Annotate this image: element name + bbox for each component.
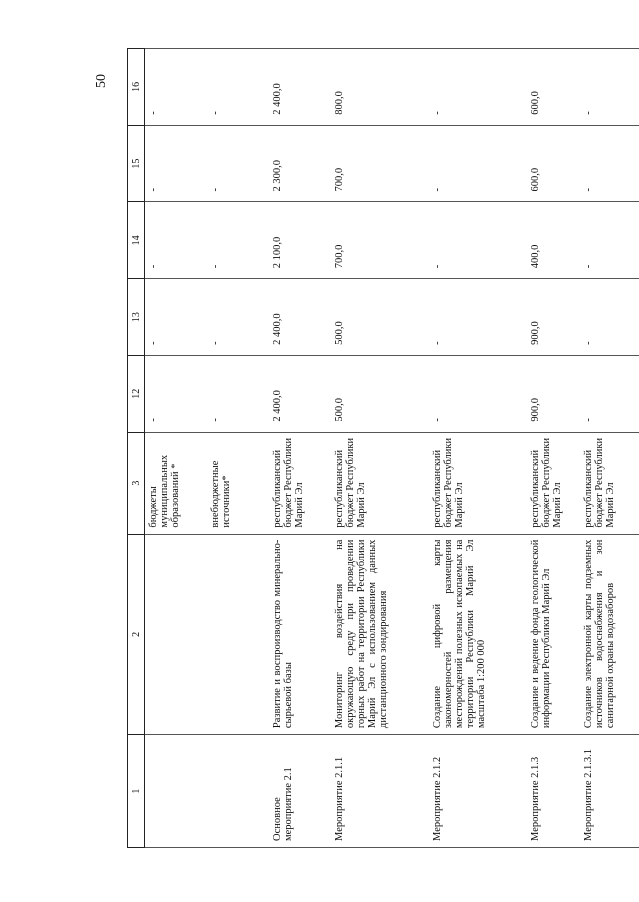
- value-cell: -: [207, 355, 269, 432]
- row-code: Мероприятие 2.1.3.1: [580, 735, 639, 848]
- column-header: 15: [128, 125, 145, 202]
- row-code: [207, 735, 269, 848]
- row-source: республиканский бюджет Республики Марий Эл: [580, 432, 639, 534]
- value-cell: -: [429, 125, 527, 202]
- value-cell: -: [207, 49, 269, 126]
- source-municipal: бюджеты муниципальных образований *: [148, 454, 181, 528]
- table-row: [429, 49, 527, 848]
- value-cell: -: [580, 125, 639, 202]
- value-cell: -: [429, 202, 527, 279]
- table-row: [331, 49, 429, 848]
- table-row: [527, 49, 580, 848]
- row-description: Создание цифровой карты закономерностей размещения месторождений полезных ископаемых на территории Республики Марий Эл масштаба 1:200 000: [429, 534, 527, 735]
- value-cell: -: [145, 49, 208, 126]
- row-code: Мероприятие 2.1.2: [429, 735, 527, 848]
- value-cell: -: [145, 279, 208, 356]
- value-cell: 800,0: [331, 49, 429, 126]
- value-cell: 400,0: [527, 202, 580, 279]
- value-cell: 700,0: [331, 202, 429, 279]
- value-cell: -: [207, 279, 269, 356]
- column-header: 1: [128, 735, 145, 848]
- value-cell: 900,0: [527, 279, 580, 356]
- row-source: республиканский бюджет Республики Марий Эл: [269, 432, 331, 534]
- column-header: 3: [128, 432, 145, 534]
- column-header: 14: [128, 202, 145, 279]
- value-cell: -: [580, 49, 639, 126]
- row-source: республиканский бюджет Республики Марий Эл: [331, 432, 429, 534]
- value-cell: 500,0: [331, 279, 429, 356]
- value-cell: 2 400,0: [269, 49, 331, 126]
- value-cell: 600,0: [527, 125, 580, 202]
- row-description: Мониторинг воздействия на окружающую среду при проведении горных работ на территории Республики Марий Эл с использованием данных дистанционного зондирования: [331, 534, 429, 735]
- value-cell: -: [580, 279, 639, 356]
- value-cell: 2 400,0: [269, 355, 331, 432]
- row-source: [145, 432, 208, 534]
- row-description: Создание электронной карты подземных источников водоснабжения и зон санитарной охраны водозаборов: [580, 534, 639, 735]
- page-number: 50: [94, 74, 109, 88]
- value-cell: -: [580, 202, 639, 279]
- row-description: Развитие и воспроизводство минерально-сырьевой базы: [269, 534, 331, 735]
- table-row: [580, 49, 639, 848]
- row-code: [145, 735, 208, 848]
- financing-table: [127, 48, 639, 848]
- rotated-table-container: [127, 48, 616, 848]
- value-cell: -: [207, 125, 269, 202]
- header-row: [128, 49, 145, 848]
- row-source: [207, 432, 269, 534]
- value-cell: -: [429, 355, 527, 432]
- value-cell: 500,0: [331, 355, 429, 432]
- row-description: [145, 534, 208, 735]
- value-cell: 700,0: [331, 125, 429, 202]
- source-extrabudget: внебюджетные источники*: [210, 460, 232, 528]
- value-cell: 900,0: [527, 355, 580, 432]
- table-row: [269, 49, 331, 848]
- column-header: 2: [128, 534, 145, 735]
- value-cell: 2 400,0: [269, 279, 331, 356]
- row-description: Создание и ведение фонда геологической информации Республики Марий Эл: [527, 534, 580, 735]
- value-cell: 2 300,0: [269, 125, 331, 202]
- value-cell: -: [429, 279, 527, 356]
- row-code: Мероприятие 2.1.1: [331, 735, 429, 848]
- table-row: [207, 49, 269, 848]
- column-header: 13: [128, 279, 145, 356]
- column-header: 16: [128, 49, 145, 126]
- value-cell: 2 100,0: [269, 202, 331, 279]
- row-description: [207, 534, 269, 735]
- column-header: 12: [128, 355, 145, 432]
- row-source: республиканский бюджет Республики Марий Эл: [527, 432, 580, 534]
- row-source: республиканский бюджет Республики Марий Эл: [429, 432, 527, 534]
- value-cell: -: [429, 49, 527, 126]
- table-row: [145, 49, 208, 848]
- value-cell: -: [580, 355, 639, 432]
- value-cell: 600,0: [527, 49, 580, 126]
- row-code: Основное мероприятие 2.1: [269, 735, 331, 848]
- value-cell: -: [207, 202, 269, 279]
- value-cell: -: [145, 125, 208, 202]
- row-code: Мероприятие 2.1.3: [527, 735, 580, 848]
- value-cell: -: [145, 355, 208, 432]
- value-cell: -: [145, 202, 208, 279]
